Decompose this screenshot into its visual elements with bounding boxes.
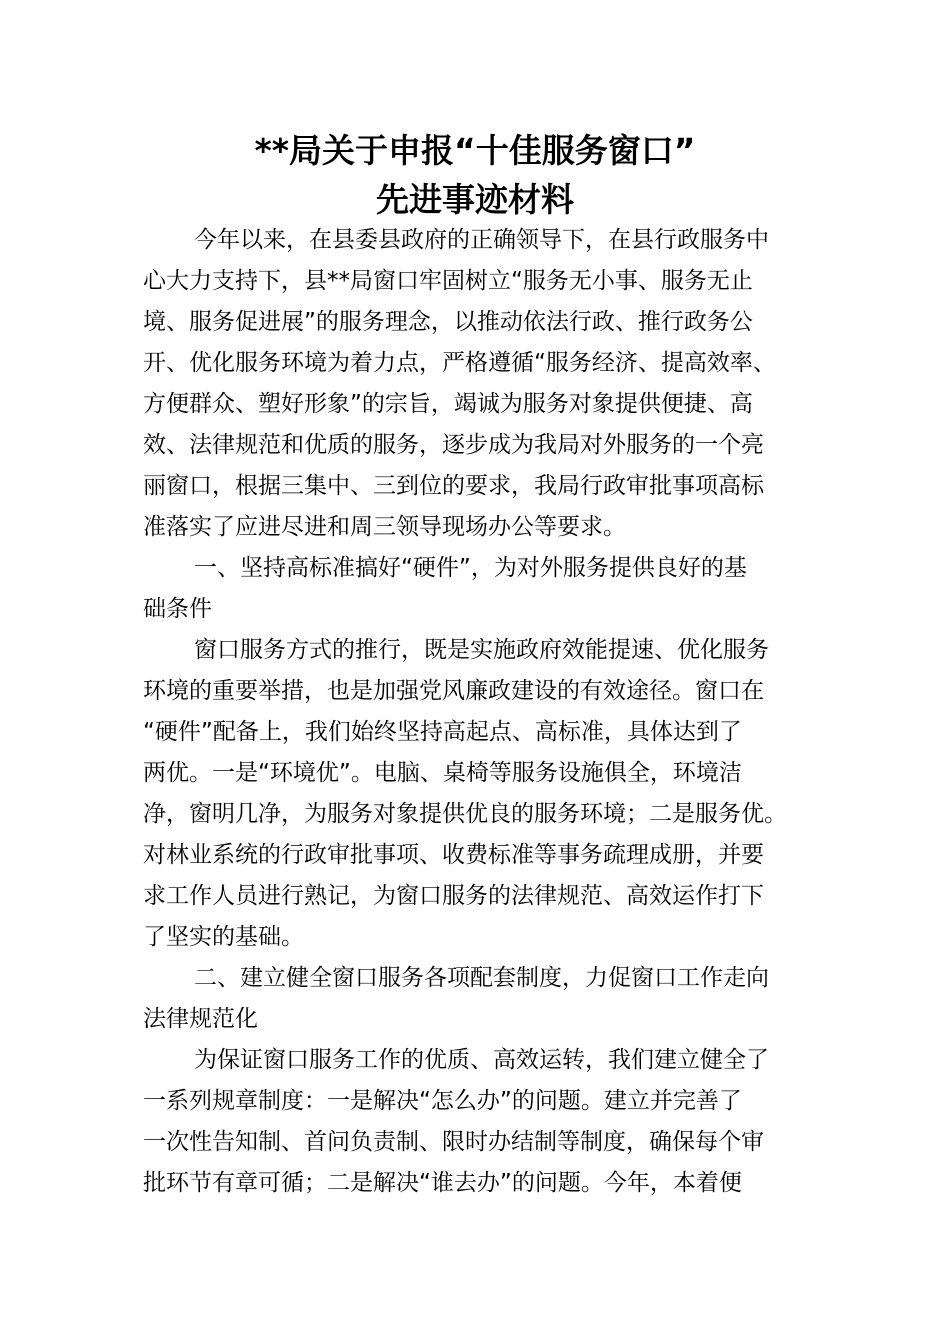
text-line: 一、坚持高标准搞好“硬件”，为对外服务提供良好的基	[194, 555, 747, 581]
text-line: 开、优化服务环境为着力点，严格遵循“服务经济、提高效率、	[143, 350, 776, 376]
text-line: 净，窗明几净，为服务对象提供优良的服务环境；二是服务优。	[143, 801, 787, 827]
text-line: 求工作人员进行熟记，为窗口服务的法律规范、高效运作打下	[143, 883, 764, 909]
text-line: 丽窗口，根据三集中、三到位的要求，我局行政审批事项高标	[143, 473, 764, 499]
text-line: “硬件”配备上，我们始终坚持高起点、高标准，具体达到了	[143, 719, 742, 745]
text-line: 法律规范化	[143, 1006, 258, 1032]
text-line: 今年以来，在县委县政府的正确领导下，在县行政服务中	[194, 227, 769, 253]
text-line: 了坚实的基础。	[143, 924, 304, 950]
text-line: 方便群众、塑好形象”的宗旨，竭诚为服务对象提供便捷、高	[143, 391, 753, 417]
text-line: 础条件	[143, 596, 212, 622]
text-line: 准落实了应进尽进和周三领导现场办公等要求。	[143, 514, 626, 540]
text-line: 效、法律规范和优质的服务，逐步成为我局对外服务的一个亮	[143, 432, 764, 458]
text-line: 一系列规章制度：一是解决“怎么办”的问题。建立并完善了	[143, 1088, 742, 1114]
text-line: 心大力支持下，县**局窗口牢固树立“服务无小事、服务无止	[143, 268, 753, 294]
text-line: 为保证窗口服务工作的优质、高效运转，我们建立健全了	[194, 1047, 769, 1073]
text-line: 批环节有章可循；二是解决“谁去办”的问题。今年，本着便	[143, 1170, 742, 1196]
document-title-line-1: **局关于申报“十佳服务窗口”	[254, 131, 696, 170]
text-line: 二、建立健全窗口服务各项配套制度，力促窗口工作走向	[194, 965, 769, 991]
text-line: 两优。一是“环境优”。电脑、桌椅等服务设施俱全，环境洁	[143, 760, 742, 786]
text-line: 环境的重要举措，也是加强党风廉政建设的有效途径。窗口在	[143, 678, 764, 704]
document-body	[143, 220, 813, 1204]
text-line: 一次性告知制、首问负责制、限时办结制等制度，确保每个审	[143, 1129, 764, 1155]
text-line: 窗口服务方式的推行，既是实施政府效能提速、优化服务	[194, 637, 769, 663]
document-title-line-2: 先进事迹材料	[376, 180, 574, 219]
text-line: 对林业系统的行政审批事项、收费标准等事务疏理成册，并要	[143, 842, 764, 868]
text-line: 境、服务促进展”的服务理念，以推动依法行政、推行政务公	[143, 309, 753, 335]
